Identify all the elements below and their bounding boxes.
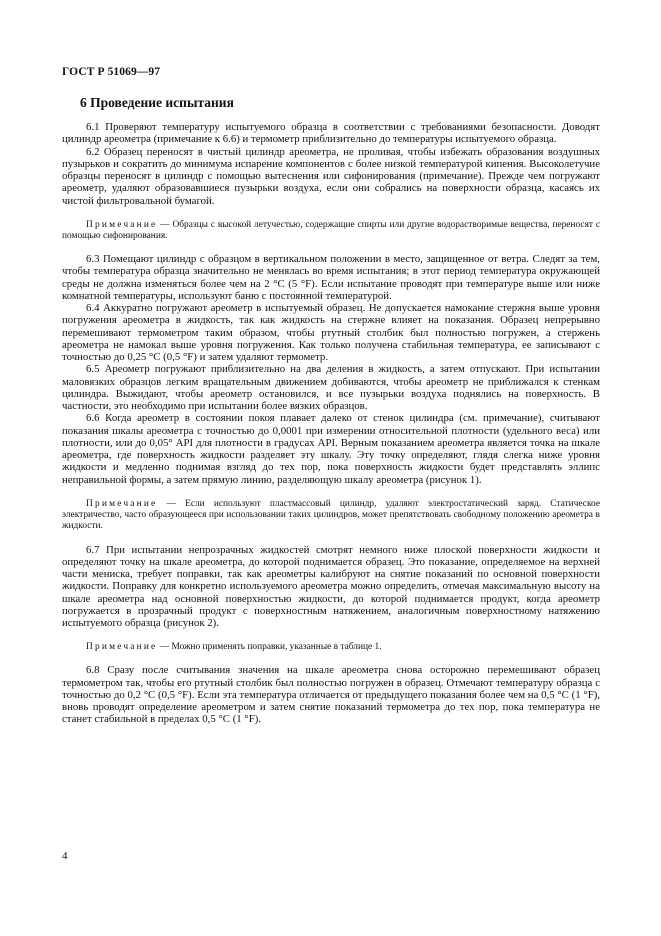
paragraph-6-2: 6.2 Образец переносят в чистый цилиндр ареометра, не проливая, чтобы избежать образования воздушных пузырьков и сократить до минимума испарение компонентов с более низкой температурой кипения. Высоколетучие образцы переносят в цилиндр с помощью вытеснения или сифонирования (примечание). Прежде чем погружают ареометр, удаляют образовавшиеся пузырьки воздуха, если они собрались на поверхности образца, касаясь их чистой фильтровальной бумагой. (62, 145, 600, 207)
paragraph-6-6: 6.6 Когда ареометр в состоянии покоя плавает далеко от стенок цилиндра (см. примечание), считывают показания шкалы ареометра с точностью до 0,0001 при измерении относительной плотности (удельного веса) или плотности, или до 0,05° API для плотности в градусах API. Верным показанием ареометра является точка на шкале ареометра, где поверхность жидкости разделяет эту шкалу. Эту точку определяют, глядя слегка ниже уровня жидкости и медленно поднимая взгляд до тех пор, пока поверхность жидкости будет представлять эллипс неправильной формы, а затем прямую линию, разделяющую шкалу ареометра (рисунок 1). (62, 412, 600, 486)
document-code: ГОСТ Р 51069—97 (62, 66, 161, 78)
note-label: Примечание (86, 498, 158, 509)
note-1 (62, 220, 600, 242)
paragraph-6-1: 6.1 Проверяют температуру испытуемого образца в соответствии с требованиями безопасности. Доводят цилиндр ареометра (примечание к 6.6) и термометр приблизительно до температуры испытуемого образца. (62, 121, 600, 146)
note-3 (62, 642, 600, 653)
note-2 (62, 499, 600, 533)
paragraph-6-5: 6.5 Ареометр погружают приблизительно на два деления в жидкость, а затем отпускают. При испытании маловязких образцов легким вращательным движением добиваются, чтобы ареометр не приближался к стенкам цилиндра. Выжидают, чтобы ареометр остановился, и все пузырьки воздуха поднялись на поверхность. В частности, это необходимо при испытании более вязких образцов. (62, 363, 600, 413)
note-text: — Образцы с высокой летучестью, содержащие спирты или другие водорастворимые вещества, переносят с помощью сифонирования. (62, 219, 601, 241)
section-title: 6 Проведение испытания (80, 95, 234, 110)
paragraph-6-4: 6.4 Аккуратно погружают ареометр в испытуемый образец. Не допускается намокание стержня выше уровня погружения ареометра в жидкость, так как жидкость на стержне влияет на показания. Образец непрерывно перемешивают термометром таким образом, чтобы ртутный столбик был полностью погружен, а стержень ареометра не намокал выше уровня погружения. Как только получена стабильная температура, ее записывают с точностью до 0,25 °С (0,5 °F) и затем удаляют термометр. (62, 302, 600, 364)
note-label: Примечание (86, 219, 158, 230)
paragraph-6-3: 6.3 Помещают цилиндр с образцом в вертикальном положении в место, защищенное от ветра. Следят за тем, чтобы температура образца значительно не менялась во время испытания; в этот период температура окружающей среды не должна изменяться более чем на 2 °С (5 °F). Если испытание проводят при температуре выше или ниже комнатной температуры, используют баню с постоянной температурой. (62, 253, 600, 302)
note-text: — Если используют пластмассовый цилиндр, удаляют электростатический заряд. Статическое электричество, часто образующееся при использовании таких цилиндров, может препятствовать свободному положению ареометра в жидкости. (62, 498, 600, 532)
note-label: Примечание (86, 642, 158, 653)
page-number: 4 (62, 850, 68, 862)
section-body (62, 121, 600, 726)
note-text: — Можно применять поправки, указанные в таблице 1. (159, 642, 382, 653)
paragraph-6-8: 6.8 Сразу после считывания значения на шкале ареометра снова осторожно перемешивают образец термометром так, чтобы его ртутный столбик был полностью погружен в образец. Отмечают температуру образца с точностью до 0,2 °С (0,5 °F). Если эта температура отличается от предыдущего показания более чем на 0,5 °С (1 °F), вновь проводят определение ареометром и затем снятие показаний термометра до тех пор, пока температура не станет стабильной в пределах 0,5 °С (1 °F). (62, 664, 600, 726)
paragraph-6-7: 6.7 При испытании непрозрачных жидкостей смотрят немного ниже плоской поверхности жидкости и определяют точку на шкале ареометра, до которой поднимается образец. Это показание, определяемое на верхней части мениска, требует поправки, так как ареометры калибруют на снятие показаний по основной поверхности жидкости. Поправку для конкретно используемого ареометра можно определить, отмечая максимальную высоту на шкале ареометра над основной поверхностью жидкости, до которой поднимается продукт, когда ареометр погружается в прозрачный продукт с поверхностным натяжением, аналогичным поверхностному натяжению испытуемого образца (рисунок 2). (62, 543, 600, 630)
